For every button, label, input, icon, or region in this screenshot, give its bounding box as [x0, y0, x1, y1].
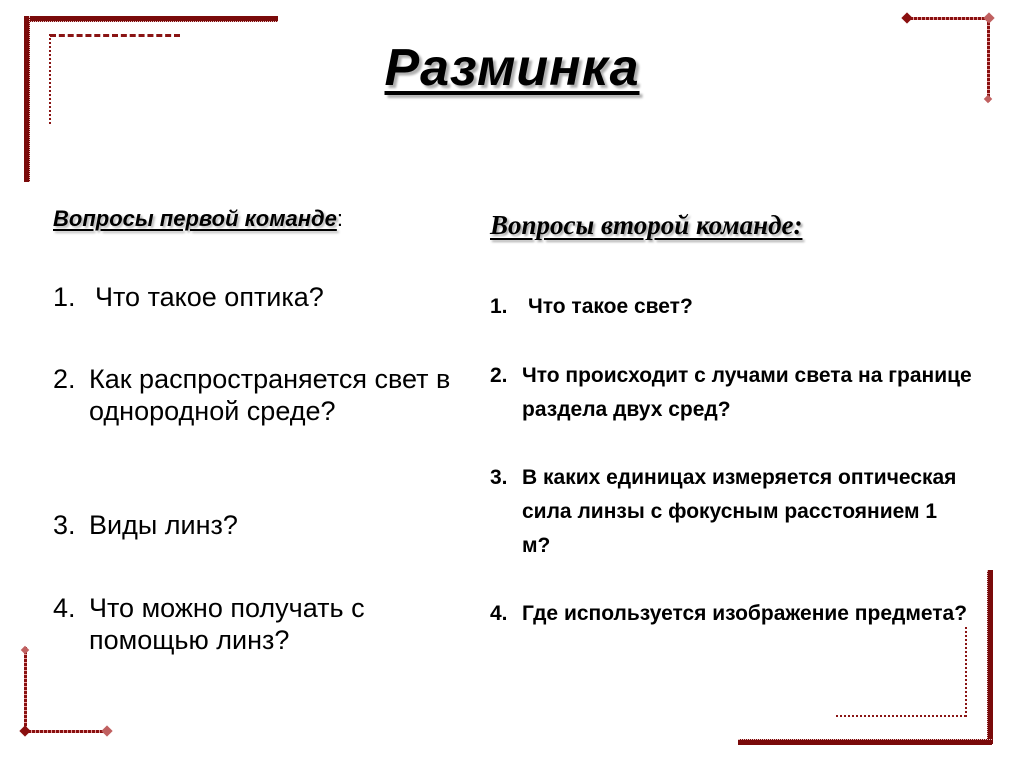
diamond-ornament-icon: [901, 12, 912, 23]
question-number: 1.: [490, 295, 508, 318]
team2-heading: Вопросы второй команде:: [490, 210, 803, 240]
team1-question: [53, 281, 483, 313]
diamond-ornament-icon: [983, 12, 994, 23]
team1-question: [53, 509, 483, 541]
question-text: Как распространяется свет в однородной среде?: [89, 364, 451, 426]
team2-question: [490, 290, 990, 324]
team2-question: [490, 359, 980, 427]
question-text: Что такое свет?: [528, 295, 693, 318]
question-text: Виды линз?: [89, 510, 238, 540]
diamond-ornament-icon: [21, 646, 29, 654]
frame-top-left-inner-horizontal: [50, 34, 180, 37]
question-number: 1.: [53, 282, 76, 312]
frame-bottom-right-vertical: [987, 570, 993, 744]
question-number: 4.: [53, 593, 76, 623]
question-text: Что такое оптика?: [95, 282, 324, 312]
frame-bottom-right-inner-vertical: [965, 627, 967, 717]
question-number: 3.: [53, 510, 76, 540]
diamond-ornament-icon: [101, 725, 112, 736]
question-text: Что можно получать с помощью линз?: [89, 593, 365, 655]
question-text: Что происходит с лучами света на границе раздела двух сред?: [522, 364, 972, 421]
question-number: 2.: [490, 364, 508, 387]
frame-top-right-horizontal: [906, 17, 990, 20]
frame-bottom-left-horizontal: [24, 730, 108, 733]
slide-title: Разминка: [384, 39, 640, 97]
team2-column: [490, 210, 990, 625]
question-text: Где используется изображение предмета?: [522, 602, 968, 625]
team1-heading: [53, 206, 473, 236]
team2-question: [490, 597, 980, 631]
frame-bottom-left-vertical: [24, 647, 27, 733]
question-number: 2.: [53, 364, 76, 394]
frame-bottom-right-inner-horizontal: [836, 715, 966, 717]
frame-bottom-right-horizontal: [738, 739, 992, 745]
question-text: В каких единицах измеряется оптическая сила линзы с фокусным расстоянием 1 м?: [522, 466, 957, 557]
question-number: 4.: [490, 602, 508, 625]
diamond-ornament-icon: [19, 725, 30, 736]
team1-column: [53, 206, 473, 655]
team1-question: [53, 592, 453, 656]
team1-heading-text: Вопросы первой команде: [53, 206, 337, 231]
team1-question: [53, 363, 453, 427]
frame-top-left-horizontal: [24, 16, 278, 22]
team2-question: [490, 461, 960, 563]
team1-heading-colon: :: [336, 206, 343, 231]
question-number: 3.: [490, 466, 508, 489]
